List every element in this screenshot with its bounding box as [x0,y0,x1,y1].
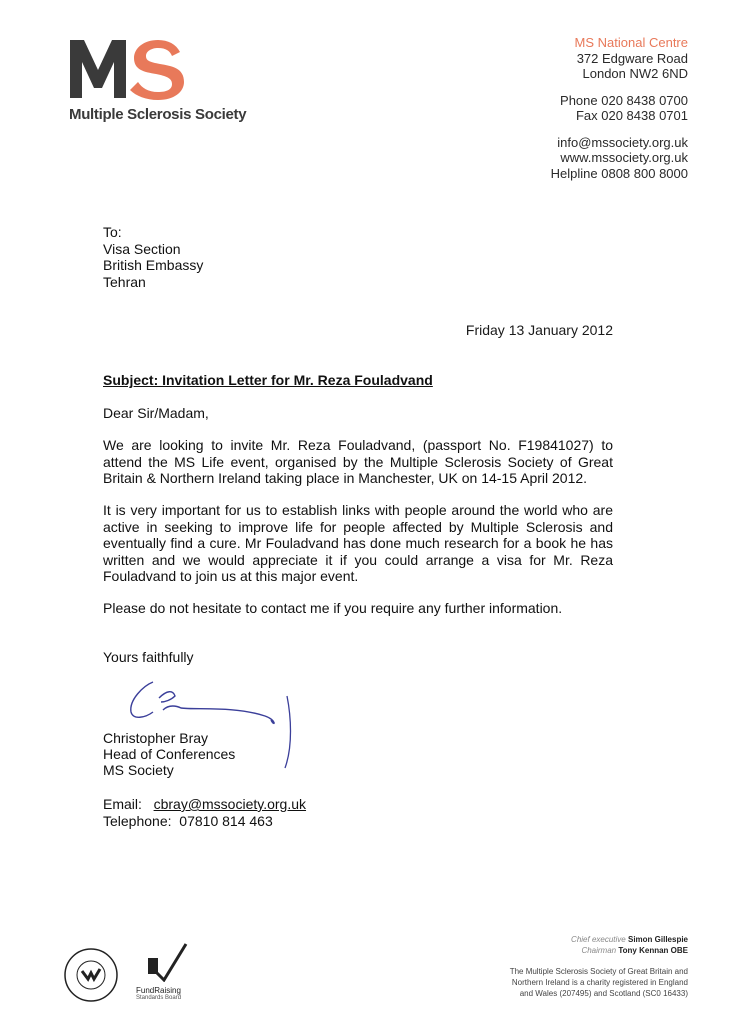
telephone-label: Telephone: [103,812,172,829]
positive-about-disabled-people-badge [62,947,120,1003]
recipient-block [103,224,613,290]
recipient-line: British Embassy [103,257,204,273]
ms-logo [68,36,186,100]
phone: Phone 020 8438 0700 [560,92,688,108]
paragraph-3: Please do not hesitate to contact me if you require any further information. [103,600,563,616]
recipient-line: Tehran [103,273,146,290]
recipient-line: Visa Section [103,240,181,257]
fax: Fax 020 8438 0701 [575,108,688,123]
badge-label: FundRaising [136,986,181,995]
charity-line: The Multiple Sclerosis Society of Great Britain and [509,967,688,976]
email-link[interactable]: cbray@mssociety.org.uk [153,796,307,812]
org-website[interactable]: www.mssociety.org.uk [560,150,688,165]
salutation: Dear Sir/Madam, [103,405,209,421]
chief-exec-name: Simon Gillespie [627,935,688,944]
footer-officers [510,934,688,999]
tick-icon [136,940,196,982]
badge-sublabel: Standards Board [136,995,182,1001]
email-label: Email: [103,796,142,812]
centre-name: MS National Centre [574,35,688,50]
helpline: Helpline 0808 800 8000 [550,165,688,181]
org-name: Multiple Sclerosis Society [69,106,247,123]
letterhead-address [551,35,688,181]
signatory-name: Christopher Bray [103,730,209,746]
telephone-number: 07810 814 463 [179,812,273,829]
paragraph-2: It is very important for us to establish links with people around the world who are active in seeking to improve life for people affected by Multiple Sclerosis and eventually find a cure. Mr Fouladvand has done much research for a book he has written and we would appreciate it if you could arrange a visa for Mr. Reza Fouladvand to join us at this major event. [103,502,613,584]
fundraising-standards-badge [136,940,196,1002]
letter-date: Friday 13 January 2012 [465,322,613,338]
charity-line: Northern Ireland is a charity registered in England [511,978,688,987]
chairman-label: Chairman [581,946,617,955]
paragraph-1: We are looking to invite Mr. Reza Fouladvand, (passport No. F19841027) to attend the MS Life event, organised by the Multiple Sclerosis Society of Great Britain & Northern Ireland taking place in Manchester, UK on 14-15 April 2012. [103,437,613,486]
address-line: London NW2 6ND [582,66,688,81]
signatory-org: MS Society [103,762,174,778]
closing: Yours faithfully [103,649,194,665]
subject-line: Subject: Invitation Letter for Mr. Reza Fouladvand [103,372,433,388]
address-line: 372 Edgware Road [576,50,688,66]
chairman-name: Tony Kennan OBE [618,946,688,955]
contact-block [103,796,613,829]
charity-line: and Wales (207495) and Scotland (SC0 16433) [519,989,688,998]
signatory-title: Head of Conferences [103,746,236,762]
to-label: To: [103,224,122,240]
org-email[interactable]: info@mssociety.org.uk [557,134,688,150]
signatory-block [103,730,613,778]
chief-exec-label: Chief executive [571,935,626,944]
